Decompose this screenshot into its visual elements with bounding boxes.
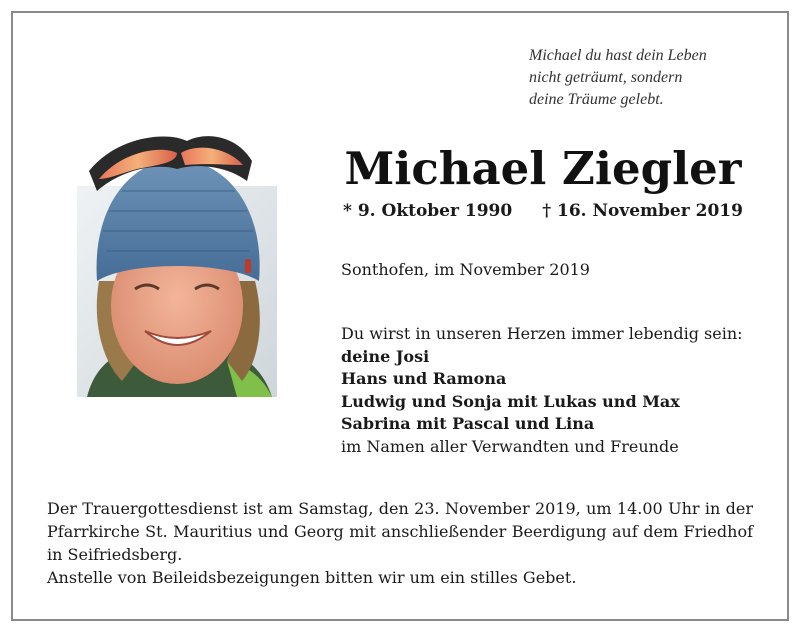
deceased-name: Michael Ziegler: [344, 142, 742, 195]
funeral-service-info: [47, 497, 753, 589]
mourners-block: [341, 323, 771, 458]
place-and-date: Sonthofen, im November 2019: [341, 260, 590, 279]
memorial-quote: [529, 45, 759, 111]
mourner-name: Ludwig und Sonja mit Lukas und Max: [341, 391, 680, 411]
portrait-photo: [77, 131, 277, 397]
death-date: † 16. November 2019: [542, 201, 743, 221]
service-text: Der Trauergottesdienst ist am Samstag, den 23. November 2019, um 14.00 Uhr in der Pfarrkirche St. Mauritius und Georg mit anschließender Beerdigung auf dem Friedhof in Seifriedsberg.: [47, 499, 753, 564]
obituary-card: [11, 11, 789, 621]
mourner-name: deine Josi: [341, 346, 430, 366]
quote-line-2: nicht geträumt, sondern: [529, 69, 683, 86]
quote-line-1: Michael du hast dein Leben: [529, 47, 707, 64]
life-dates: [343, 199, 743, 223]
birth-date: * 9. Oktober 1990: [343, 201, 513, 221]
mourners-intro: Du wirst in unseren Herzen immer lebendig sein:: [341, 324, 743, 343]
mourner-name: Sabrina mit Pascal und Lina: [341, 414, 595, 433]
mourner-name: Hans und Ramona: [341, 369, 507, 388]
condolence-note: Anstelle von Beileidsbezeigungen bitten wir um ein stilles Gebet.: [47, 568, 577, 587]
mourners-closing: im Namen aller Verwandten und Freunde: [341, 436, 679, 456]
quote-line-3: deine Träume gelebt.: [529, 91, 664, 108]
